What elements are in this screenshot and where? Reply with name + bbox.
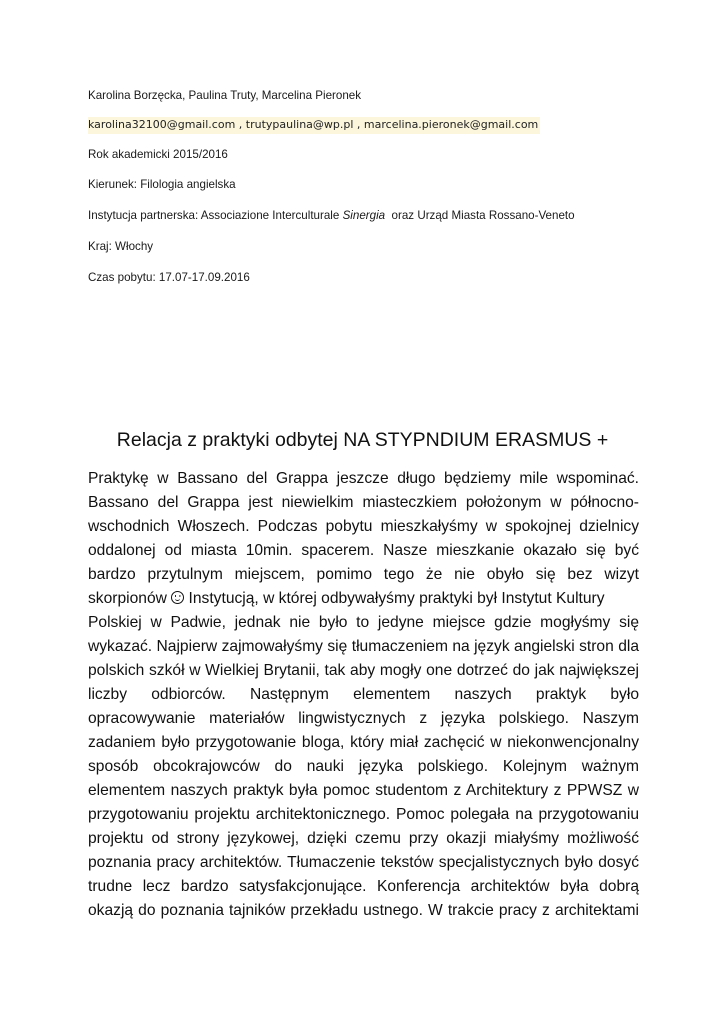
- body-fragment: skorpionów: [88, 590, 167, 607]
- institution-prefix: Instytucja partnerska: Associazione Interculturale: [88, 209, 343, 222]
- body-line: polskich szkół w Wielkiej Brytanii, tak aby mogły one dotrzeć do jak największej: [88, 662, 639, 679]
- academic-year-line: Rok akademicki 2015/2016: [88, 148, 228, 161]
- institution-italic-name: Sinergia: [342, 209, 386, 222]
- emails-line: [88, 117, 540, 134]
- body-line: opracowywanie materiałów lingwistycznych z języka polskiego. Naszym: [88, 710, 639, 727]
- report-title: Relacja z praktyki odbytej NA STYPNDIUM ERASMUS +: [116, 429, 609, 451]
- body-line: wschodnich Włoszech. Podczas pobytu mieszkałyśmy w spokojnej dzielnicy: [88, 518, 639, 535]
- body-fragment: Instytucją, w której odbywałyśmy praktyki był Instytut Kultury: [184, 590, 605, 607]
- body-line: projektu od strony językowej, dzięki czemu przy okazji miałyśmy możliwość: [88, 830, 639, 847]
- body-line: elementem naszych praktyk była pomoc studentom z Architektury z PPWSZ w: [88, 782, 639, 799]
- body-line: Praktykę w Bassano del Grappa jeszcze długo będziemy mile wspominać.: [88, 470, 639, 487]
- body-line: poznania pracy architektów. Tłumaczenie tekstów specjalistycznych było dosyć: [88, 854, 639, 871]
- body-line: Bassano del Grappa jest niewielkim miasteczkiem położonym w północno-: [88, 494, 639, 511]
- body-line: trudne lecz bardzo satysfakcjonujące. Konferencja architektów była dobrą: [88, 878, 639, 895]
- body-line: sposób obcokrajowców do nauki języka polskiego. Kolejnym ważnym: [88, 758, 639, 775]
- body-line: okazją do poznania tajników przekładu ustnego. W trakcie pracy z architektami: [88, 902, 639, 919]
- body-line: bardzo przytulnym miejscem, pomimo tego że nie obyło się bez wizyt: [88, 566, 639, 583]
- field-of-study-line: Kierunek: Filologia angielska: [88, 178, 236, 191]
- smiley-face-icon: [171, 591, 184, 604]
- body-line: przygotowaniu projektu architektonicznego. Pomoc polegała na przygotowaniu: [88, 806, 639, 823]
- body-line: liczby odbiorców. Następnym elementem naszych praktyk było: [88, 686, 639, 703]
- authors-line: Karolina Borzęcka, Paulina Truty, Marcelina Pieronek: [88, 89, 362, 102]
- body-line: Polskiej w Padwie, jednak nie było to jedyne miejsce gdzie mogłyśmy się: [88, 614, 639, 631]
- country-line: Kraj: Włochy: [88, 240, 154, 253]
- body-line: oddalonej od miasta 10min. spacerem. Nasze mieszkanie okazało się być: [88, 542, 639, 559]
- emails-highlight: karolina32100@gmail.com , trutypaulina@wp.pl , marcelina.pieronek@gmail.com: [88, 117, 540, 134]
- institution-suffix: oraz Urząd Miasta Rossano-Veneto: [385, 209, 575, 222]
- body-line: wykazać. Najpierw zajmowałyśmy się tłumaczeniem na język angielski stron dla: [88, 638, 639, 655]
- body-line-with-smiley: [88, 589, 639, 609]
- body-line: zadaniem było przygotowanie bloga, który miał zachęcić w niekonwencjonalny: [88, 734, 639, 751]
- institution-line: [88, 209, 575, 223]
- stay-period-line: Czas pobytu: 17.07-17.09.2016: [88, 271, 250, 284]
